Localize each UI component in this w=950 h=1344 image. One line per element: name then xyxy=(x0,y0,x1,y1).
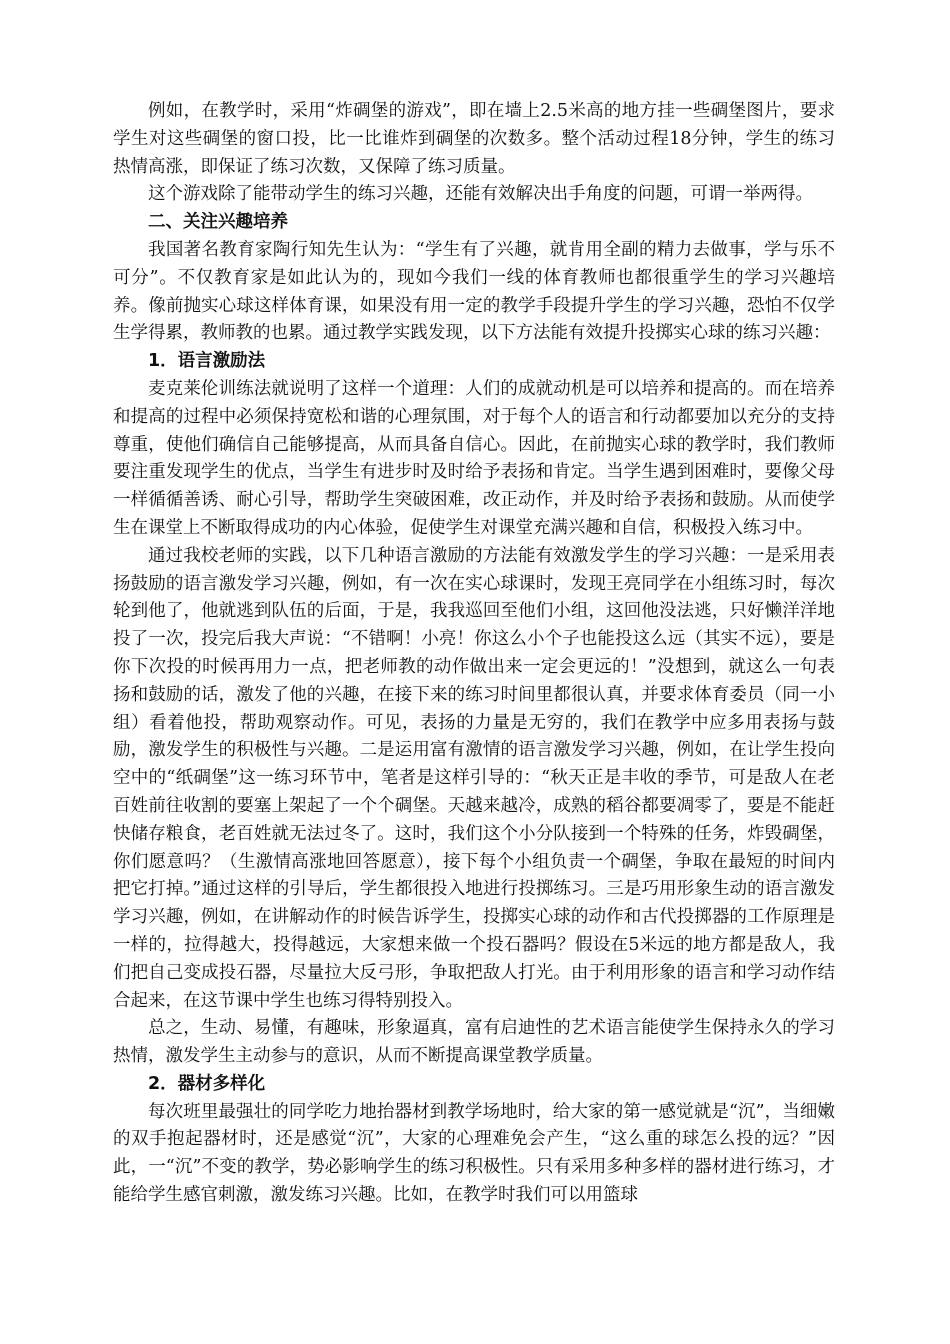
section-heading: 二、关注兴趣培养 xyxy=(148,212,288,233)
paragraph: 我国著名教育家陶行知先生认为：“学生有了兴趣，就肯用全副的精力去做事，学与乐不可分”。不仅教育家是如此认为的，现如今我们一线的体育教师也都很重学生的学习兴趣培养。像前抛实心球这样体育课，如果没有用一定的教学手段提升学生的学习兴趣，恐怕不仅学生学得累，教师教的也累。通过教学实践发现，以下方法能有效提升投掷实心球的练习兴趣： xyxy=(113,239,835,344)
paragraph: 这个游戏除了能带动学生的练习兴趣，还能有效解决出手角度的问题，可谓一举两得。 xyxy=(148,184,813,205)
document-body xyxy=(113,98,835,1210)
paragraph: 麦克莱伦训练法就说明了这样一个道理：人们的成就动机是可以培养和提高的。而在培养和提高的过程中必须保持宽松和谐的心理氛围，对于每个人的语言和行动都要加以充分的支持尊重，使他们确信自己能够提高，从而具备自信心。因此，在前抛实心球的教学时，我们教师要注重发现学生的优点，当学生有进步时及时给予表扬和肯定。当学生遇到困难时，要像父母一样循循善诱、耐心引导，帮助学生突破困难，改正动作，并及时给予表扬和鼓励。从而使学生在课堂上不断取得成功的内心体验，促使学生对课堂充满兴趣和自信，积极投入练习中。 xyxy=(113,378,835,538)
subsection-heading: 2．器材多样化 xyxy=(148,1073,266,1094)
paragraph: 每次班里最强壮的同学吃力地抬器材到教学场地时，给大家的第一感觉就是“沉”，当细嫩的双手抱起器材时，还是感觉“沉”，大家的心理难免会产生，“这么重的球怎么投的远？”因此，一“沉”不变的教学，势必影响学生的练习积极性。只有采用多种多样的器材进行练习，才能给学生感官刺激，激发练习兴趣。比如，在教学时我们可以用篮球 xyxy=(113,1101,835,1206)
paragraph: 通过我校老师的实践，以下几种语言激励的方法能有效激发学生的学习兴趣：一是采用表扬鼓励的语言激发学习兴趣，例如，有一次在实心球课时，发现王亮同学在小组练习时，每次轮到他了，他就逃到队伍的后面，于是，我我巡回至他们小组，这回他没法逃，只好懒洋洋地投了一次，投完后我大声说：“不错啊！小亮！你这么小个子也能投这么远（其实不远），要是你下次投的时候再用力一点，把老师教的动作做出来一定会更远的！”没想到，就这么一句表扬和鼓励的话，激发了他的兴趣，在接下来的练习时间里都很认真，并要求体育委员（同一小组）看着他投，帮助观察动作。可见，表扬的力量是无穷的，我们在教学中应多用表扬与鼓励，激发学生的积极性与兴趣。二是运用富有激情的语言激发学习兴趣，例如，在让学生投向空中的“纸碉堡”这一练习环节中，笔者是这样引导的：“秋天正是丰收的季节，可是敌人在老百姓前往收割的要塞上架起了一个个碉堡。天越来越冷，成熟的稻谷都要凋零了，要是不能赶快储存粮食，老百姓就无法过冬了。这时，我们这个小分队接到一个特殊的任务，炸毁碉堡，你们愿意吗？（生激情高涨地回答愿意），接下每个小组负责一个碉堡，争取在最短的时间内把它打掉。”通过这样的引导后，学生都很投入地进行投掷练习。三是巧用形象生动的语言激发学习兴趣，例如，在讲解动作的时候告诉学生，投掷实心球的动作和古代投掷器的工作原理是一样的，拉得越大，投得越远，大家想来做一个投石器吗？假设在5米远的地方都是敌人，我们把自己变成投石器，尽量拉大反弓形，争取把敌人打光。由于利用形象的语言和学习动作结合起来，在这节课中学生也练习得特别投入。 xyxy=(113,545,835,1011)
subsection-heading: 1．语言激励法 xyxy=(148,351,266,372)
paragraph: 例如，在教学时，采用“炸碉堡的游戏”，即在墙上2.5米高的地方挂一些碉堡图片，要求学生对这些碉堡的窗口投，比一比谁炸到碉堡的次数多。整个活动过程18分钟，学生的练习热情高涨，即保证了练习次数，又保障了练习质量。 xyxy=(113,101,835,177)
paragraph: 总之，生动、易懂，有趣味，形象逼真，富有启迪性的艺术语言能使学生保持永久的学习热情，激发学生主动参与的意识，从而不断提高课堂教学质量。 xyxy=(113,1018,835,1067)
